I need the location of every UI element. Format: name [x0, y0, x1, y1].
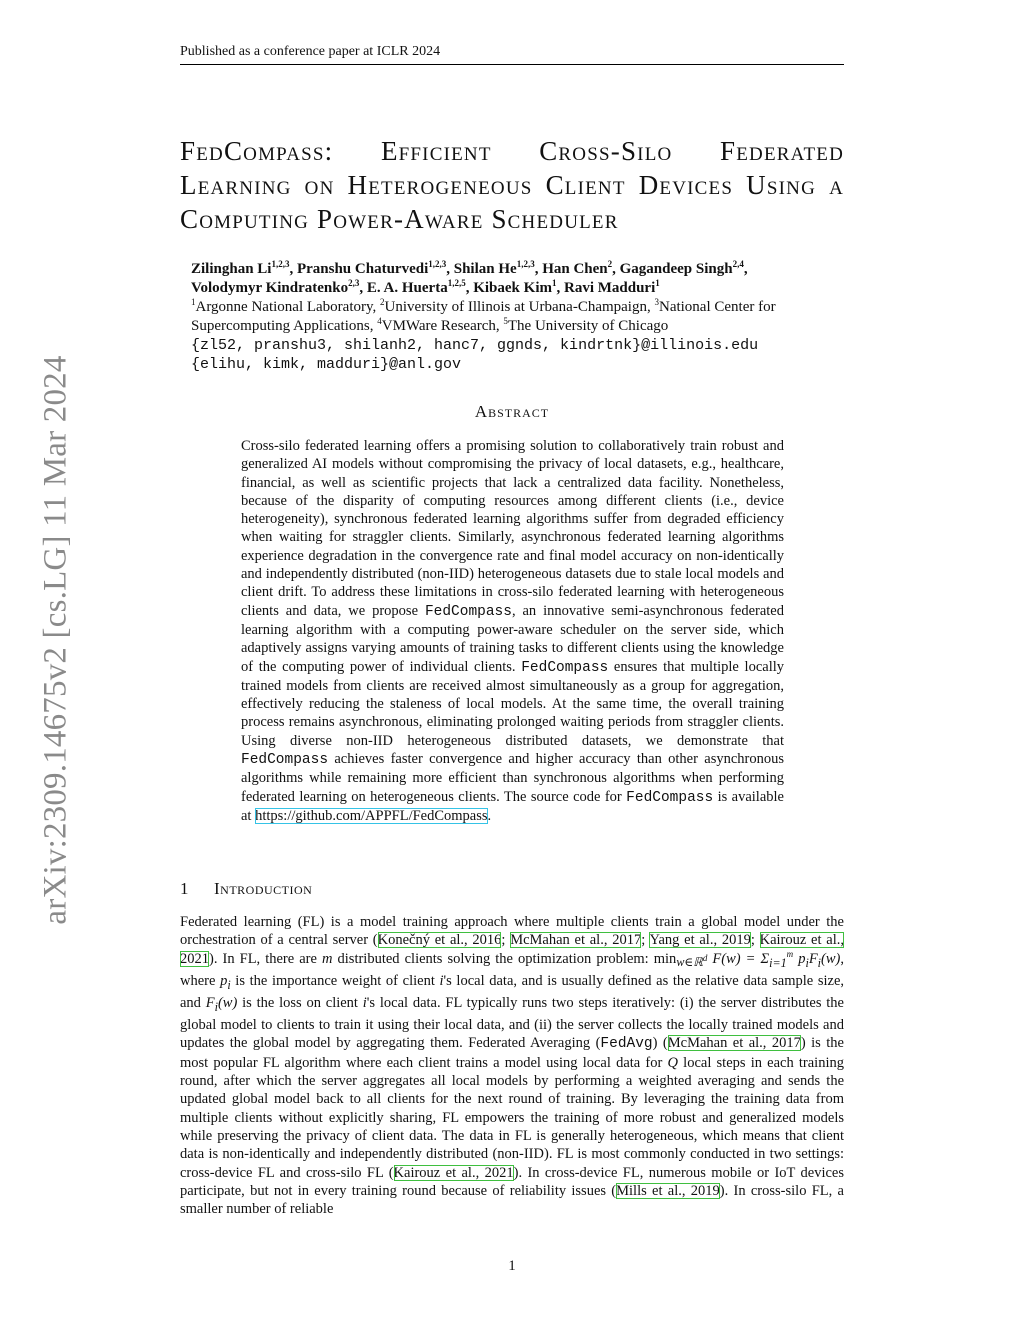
email-line-2: {elihu, kimk, madduri}@anl.gov: [191, 356, 462, 373]
author-affil: 1,2,3: [271, 259, 290, 269]
math-symbol: i: [817, 955, 822, 970]
math-symbol: p: [798, 950, 806, 967]
math-symbol: p: [220, 972, 228, 989]
method-name: FedCompass: [626, 789, 714, 806]
author-name: Zilinghan Li: [191, 261, 272, 277]
section-number: 1: [180, 879, 189, 898]
author-affil: 2: [607, 259, 613, 269]
author-affil: 1,2,3: [516, 259, 535, 269]
abstract-text: ensures that multiple locally trained models from clients are received almost simultaneously as a group for aggregation, effectively reducing the staleness of local models. At the same time, the overall training process remains asynchronous, eliminating prolonged waiting periods from straggler clients. Using diverse non-IID heterogeneous distributed datasets, we demonstrate that: [241, 658, 784, 749]
body-text: ;: [501, 932, 511, 949]
author-name: Volodymyr Kindratenko: [191, 280, 349, 296]
method-name: FedCompass: [521, 659, 609, 676]
abstract-text: achieves faster convergence and higher accuracy than other asynchronous algorithms while remaining more efficient than synchronous algorithms when performing federated learning on heterogeneous clients. The source code for: [241, 751, 784, 805]
abstract-text: Cross-silo federated learning offers a promising solution to collaboratively train robust and generalized AI models without compromising the privacy of local datasets, e.g., healthcare, financial, as well as scientific projects that lack a centralized data facility. Nonetheless, because of the disparity of computing resources among different clients (i.e., device heterogeneity), synchronous federated learning algorithms suffer from degraded efficiency when waiting for straggler clients. Similarly, asynchronous federated learning algorithms experience degradation in the convergence rate and final model accuracy on non-identically and independently distributed (non-IID) heterogeneous datasets due to stale local models and client drift. To address these limitations in cross-silo federated learning with heterogeneous clients and data, we propose: [241, 438, 784, 619]
math-symbol: w∈ℝ: [676, 955, 703, 970]
affil-text: National Center for Supercomputing Applications,: [191, 299, 776, 334]
affiliations: [191, 298, 846, 336]
author-block: [191, 260, 846, 374]
body-text: Federated learning (FL) is a model training approach where multiple clients train a global model under the orchestration of a central server (: [180, 914, 844, 949]
affil-text: Argonne National Laboratory,: [195, 299, 381, 315]
author-name: E. A. Huerta: [366, 280, 448, 296]
body-text: ). In cross-device FL, numerous mobile or IoT devices participate, but not in every training round because of reliability issues (: [180, 1164, 844, 1199]
body-text: ) (: [652, 1035, 668, 1052]
body-text: , where: [180, 950, 844, 989]
method-name: FedCompass: [424, 603, 512, 620]
citation-link[interactable]: McMahan et al., 2017: [510, 932, 642, 949]
body-text: is the loss on client: [237, 994, 363, 1011]
body-text: ) is the most popular FL algorithm where each client trains a model using local data for: [180, 1035, 844, 1071]
math-symbol: d: [702, 953, 708, 964]
affil-mark: 3: [654, 297, 659, 307]
author-name: Ravi Madduri: [563, 280, 656, 296]
author-name: Pranshu Chaturvedi: [296, 261, 429, 277]
author-name: Shilan He: [453, 261, 517, 277]
author-affil: 1: [551, 278, 557, 288]
body-text: ;: [641, 932, 650, 949]
math-symbol: Q: [667, 1054, 678, 1071]
math-symbol: i: [805, 955, 809, 970]
author-name: Han Chen: [542, 261, 608, 277]
math-symbol: F: [808, 950, 818, 967]
arxiv-stamp-text[interactable]: arXiv:2309.14675v2 [cs.LG] 11 Mar 2024: [37, 355, 74, 925]
body-text: 's local data. FL typically runs two steps iteratively: (i) the server distributes the global model to clients to train it using their local data, and (ii) the server collects the locally trained models and updates the global model by aggregating them. Federated Averaging (: [180, 994, 844, 1052]
body-text: ). In cross-silo FL, a smaller number of reliable: [180, 1182, 844, 1218]
math-symbol: i: [227, 977, 231, 992]
body-text: local steps in each training round, after which the server aggregates all local models by performing a weighted averaging and sends the updated global model back to all clients for the next round of training. By leveraging the training data from multiple clients without explicitly sharing, FL empowers the training of more robust and generalized models while preserving the privacy of client data. The data in FL is generally heterogeneous, which means that client data is non-identically and independently distributed (non-IID). FL is most commonly conducted in two settings: cross-device FL and cross-silo FL (: [180, 1054, 844, 1181]
source-code-link[interactable]: https://github.com/APPFL/FedCompass: [255, 807, 488, 824]
method-name: FedAvg: [600, 1036, 653, 1053]
citation-link[interactable]: McMahan et al., 2017: [667, 1035, 801, 1052]
math-symbol: i: [214, 999, 218, 1014]
body-text: ;: [750, 932, 760, 949]
author-affil: 1,2,5: [447, 278, 466, 288]
abstract-text: is available at: [241, 788, 784, 824]
section-heading: [180, 879, 844, 899]
author-affil: 1,2,3: [428, 259, 447, 269]
author-name: Kibaek Kim: [473, 280, 552, 296]
math-symbol: i=1: [769, 955, 787, 970]
math-symbol: F(w) = Σ: [712, 950, 770, 967]
math-symbol: (w): [821, 950, 841, 967]
math-symbol: i: [439, 972, 444, 989]
section-title: Introduction: [214, 879, 313, 898]
author-name: Gagandeep Singh: [619, 261, 733, 277]
affil-text: The University of Chicago: [507, 318, 669, 334]
math-symbol: i: [362, 994, 367, 1011]
affil-mark: 4: [377, 316, 382, 326]
affil-text: VMWare Research,: [381, 318, 504, 334]
running-header: Published as a conference paper at ICLR 2024: [180, 44, 844, 65]
abstract-heading: Abstract: [474, 402, 550, 421]
author-affil: 2,4: [732, 259, 744, 269]
method-name: FedCompass: [241, 752, 329, 769]
math-symbol: m: [322, 950, 333, 967]
author-affil: 2,3: [348, 278, 360, 288]
author-affil: 1: [655, 278, 660, 288]
citation-link[interactable]: Kairouz et al., 2021: [393, 1164, 514, 1181]
abstract-text: .: [487, 807, 492, 824]
page-number: 1: [508, 1258, 516, 1274]
intro-paragraph: [180, 913, 844, 1218]
math-subscript: [676, 955, 707, 969]
body-text: is the importance weight of client: [230, 972, 440, 989]
math-symbol: F: [205, 994, 215, 1011]
body-text: 's local data, and is usually defined as the relative data sample size, and: [180, 972, 845, 1011]
citation-link[interactable]: Konečný et al., 2016: [377, 932, 502, 949]
citation-link[interactable]: Mills et al., 2019: [616, 1182, 720, 1199]
affil-mark: 2: [380, 297, 385, 307]
citation-link[interactable]: Kairouz et al., 2021: [180, 932, 844, 967]
paper-title: FedCompass: Efficient Cross-Silo Federated Learning on Heterogeneous Client Devices Using a Computing Power-Aware Scheduler: [180, 136, 844, 234]
email-line-1: {zl52, pranshu3, shilanh2, hanc7, ggnds, kindrtnk}@illinois.edu: [191, 337, 759, 354]
author-list: Zilinghan Li$^{1,2,3}$, Pranshu Chaturvedi$^{1,2,3}$, Shilan He$^{1,2,3}$, Han Chen$^2$, Gagandeep Singh$^{2,4}$, Volodymyr Kindratenko$^{2,3}$, E. A. Huerta$^{1,2,5}$, Kibaek Kim$^1$, Ravi Madduri$^1$: [191, 259, 748, 296]
citation-link[interactable]: Yang et al., 2019: [649, 932, 751, 949]
abstract-body: [241, 437, 784, 825]
abstract-text: , an innovative semi-asynchronous federated learning algorithm with a computing power-aware scheduler on the server side, which adaptively assigns varying amounts of training tasks to different clients using the knowledge of the computing power of individual clients.: [241, 602, 784, 675]
body-text: ). In FL, there are: [209, 950, 322, 967]
affil-mark: 5: [503, 316, 508, 326]
math-symbol: m: [786, 948, 794, 959]
math-symbol: (w): [217, 994, 238, 1011]
affil-text: University of Illinois at Urbana-Champaign,: [384, 299, 655, 315]
affil-mark: 1: [191, 297, 196, 307]
body-text: distributed clients solving the optimization problem: min: [332, 950, 677, 967]
